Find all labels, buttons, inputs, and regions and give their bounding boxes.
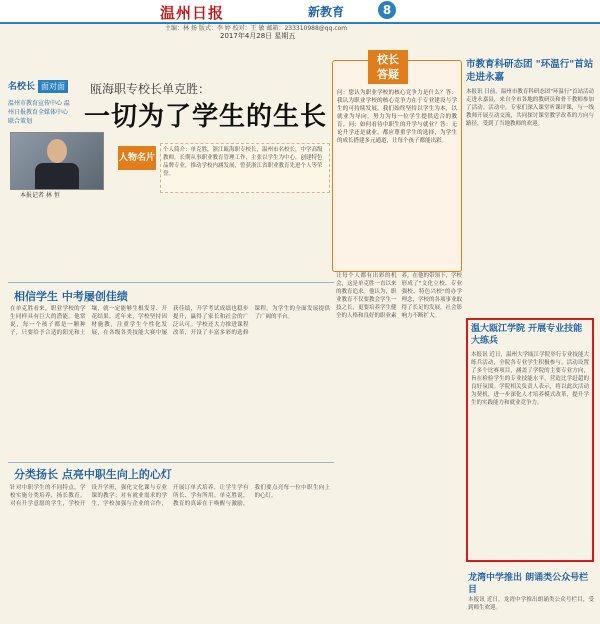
article-headline: 一切为了学生的生长	[84, 102, 328, 132]
section-b-title: 分类扬长 点亮中职生向上的心灯	[14, 468, 172, 481]
right-top-article	[466, 58, 594, 328]
qa-tag-line1: 校长	[377, 53, 399, 66]
column-badge-box: 面对面	[38, 80, 68, 93]
right-box-text: 本报讯 近日，温州大学瓯江学院举行专业技能大练兵活动，全院各专业学生积极参与。活动设置了多个比赛项目，涵盖了学院的主要专业方向，旨在检验学生的专业技能水平，营造比学赶超的良好氛围。学院相关负责人表示，将以此次活动为契机，进一步深化人才培养模式改革，提升学生的实践能力和就业竞争力。	[471, 352, 589, 406]
photo-head	[47, 139, 67, 163]
principal-photo	[10, 132, 104, 190]
reporter-byline: 本报记者 林 恒	[20, 192, 60, 199]
page-number-badge: 8	[378, 1, 396, 19]
right-top-text: 本报讯 日前，温州市教育科研态团"环温行"首站活动走进永嘉县，来自全市各地的教研员和骨干教师参加了活动。活动中，专家们深入课堂听课评课，与一线教师开展互动交流，共同探讨课堂教学改革的方向与路径，受到了当地教师的欢迎。	[466, 89, 594, 127]
profile-intro: 个人简介：单克胜，浙江瓯海职专校长，温州市名校长，中学高级教师。长期从事职业教育管理工作，主张以学生为中心，创建特色品牌专业，推动学校内涵发展，曾获浙江省职业教育先进个人等荣誉。	[160, 143, 330, 193]
column-badge: 名校长	[8, 82, 36, 92]
qa-tag	[368, 50, 408, 84]
section-a-text: 在单克胜看来，职业学校的学生同样具有巨大的潜能。他常说，每一个孩子都是一颗种子，只要给予合适的阳光和土壤，就一定能够生根发芽、开花结果。近年来，学校坚持因材施教，注重学生个性化发展，在各级各类技能大赛中屡获佳绩，升学考试成绩也稳步提升，赢得了家长和社会的广泛认可。学校还大力推进课程改革，开设了丰富多彩的选修课程，为学生的全面发展提供了广阔的平台。	[10, 306, 330, 336]
article-subtitle: 瓯海职专校长单克胜：	[90, 82, 211, 96]
right-box-article	[466, 318, 594, 562]
qa-tag-line2: 答疑	[377, 68, 399, 81]
right-bottom-article	[468, 572, 594, 616]
editors-line: 主编：林 扬 版式：李 婷 校对：王 敏 邮箱：233310988@qq.com	[165, 25, 348, 32]
right-bottom-title: 龙湾中学推出 朗诵类公众号栏目	[468, 573, 589, 595]
profile-card-tag: 人物名片	[118, 146, 156, 170]
column-description: 温州市教育宣传中心 温州日报教育全媒体中心 联合策划	[8, 100, 70, 125]
right-bottom-text: 本报讯 近日，龙湾中学推出朗诵类公众号栏目，受到师生欢迎。	[468, 597, 594, 611]
newspaper-logo: 温州日报	[160, 4, 225, 22]
section-a-title: 相信学生 中考屡创佳绩	[14, 290, 128, 303]
section-divider	[8, 282, 334, 283]
middle-text: 让每个人都有出彩的机会，这是单克胜一直以来的教育追求。他认为，职业教育不仅要教会学生一技之长，更要培养学生健全的人格和良好的职业素养。在他的带领下，学校形成了"文化立校、专业强校、特色兴校"的办学理念，学校的各项事业取得了长足的发展，社会影响力不断扩大。	[336, 273, 462, 319]
right-top-title: 市教育科研态团 "环温行"首站走进永嘉	[466, 59, 594, 83]
column-label	[8, 74, 70, 126]
section-divider	[8, 462, 334, 463]
issue-date: 2017年4月28日 星期五	[220, 32, 296, 40]
section-b-text: 针对中职学生的不同特点，学校实施分类培养，扬长教育。对有升学意愿的学生，学校开设升学班，强化文化课与专业课的教学；对有就业需求的学生，学校加强与企业的合作，开展订单式培养，让学生学有所长、学有所用。单克胜说，教育的真谛在于唤醒与激励，我们要点亮每一位中职生向上的心灯。	[10, 485, 330, 507]
photo-body	[35, 163, 79, 189]
qa-text: 问：您认为职业学校的核心竞争力是什么？答：我认为职业学校的核心竞争力在于专业建设与学生的可持续发展。我们始终坚持以学生为本，以就业为导向，努力为每一位学生提供适合的教育。问：如何看待中职生的升学与就业？答：无论升学还是就业，都应尊重学生的选择，为学生的成长搭建多元通道，让每个孩子都能出彩。	[337, 90, 457, 144]
masthead	[0, 0, 600, 24]
right-box-title: 温大瓯江学院 开展专业技能大练兵	[471, 324, 583, 346]
section-title: 新教育	[308, 5, 345, 19]
qa-box	[332, 60, 462, 272]
